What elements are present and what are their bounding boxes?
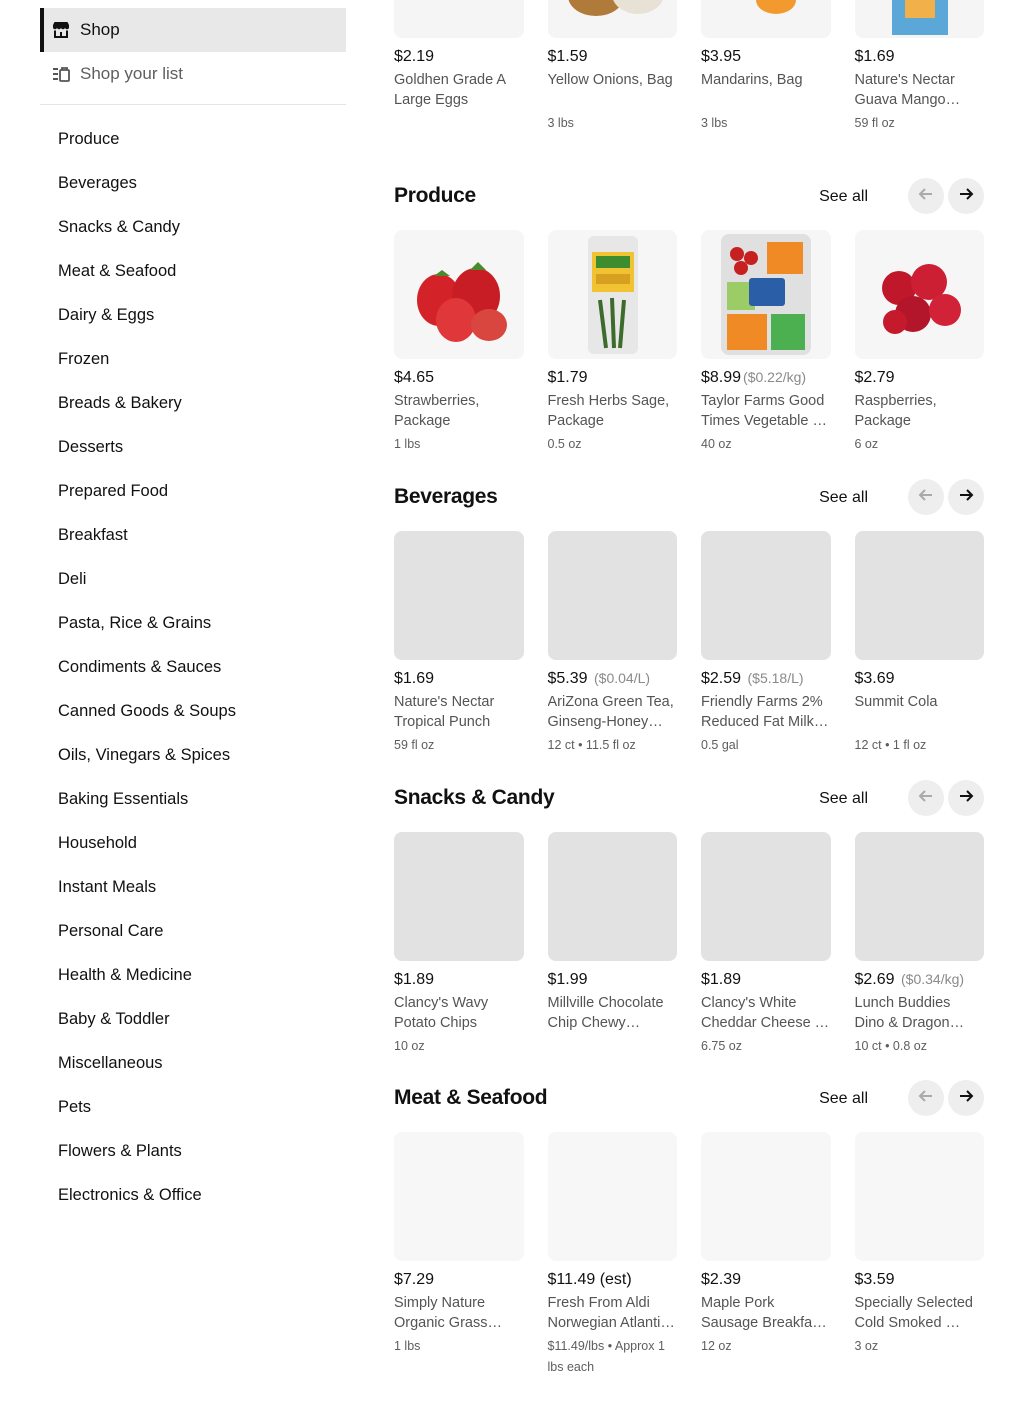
sidebar [40,8,346,1217]
product-image [394,531,524,660]
category-item[interactable]: Desserts [58,437,124,456]
product-price: $8.99 [701,369,742,386]
product-price: $1.69 [854,48,895,65]
product-card[interactable] [394,1132,524,1378]
product-image [701,832,831,961]
see-all-link[interactable]: See all [819,188,868,205]
category-item[interactable]: Meat & Seafood [58,261,177,280]
product-name: Clancy's Wavy Potato Chips [394,995,489,1031]
carousel-next-button[interactable] [948,1080,984,1116]
product-price: $2.59 [701,670,742,687]
product-card[interactable] [855,1132,985,1378]
arrow-left-icon [918,788,934,809]
product-size: 3 oz [854,1339,879,1353]
product-card[interactable] [701,230,831,455]
product-price: $1.79 [547,369,588,386]
carousel-next-button[interactable] [948,178,984,214]
product-price: $1.89 [394,971,435,988]
store-icon [52,21,70,39]
nav-shop[interactable] [40,8,346,52]
see-all-link[interactable]: See all [819,489,868,506]
nav-shop-label: Shop [80,20,120,39]
category-item[interactable]: Frozen [58,349,110,368]
product-image [855,832,985,961]
product-image [701,0,831,38]
product-size: 1 lbs [394,1339,421,1353]
category-item[interactable]: Produce [58,129,120,148]
product-size: 40 oz [701,437,732,451]
category-item[interactable]: Condiments & Sauces [58,657,222,676]
category-item[interactable]: Personal Care [58,921,164,940]
product-card[interactable] [855,0,985,134]
product-name: Simply Nature Organic Grass [394,1295,488,1331]
product-price: $4.65 [394,369,435,386]
product-price: $3.59 [854,1271,895,1288]
arrow-left-icon [918,186,934,207]
category-item[interactable]: Canned Goods & Soups [58,701,236,720]
carousel-prev-button[interactable] [908,780,944,816]
product-name: Friendly Farms 2% Reduced Fat Milk [701,694,823,730]
product-price: $2.19 [394,48,435,65]
product-name: AriZona Green Tea, Ginseng-Honey [547,694,674,730]
category-item[interactable]: Miscellaneous [58,1053,163,1072]
section-title: Produce [394,184,476,207]
arrow-right-icon [958,186,974,207]
product-card[interactable] [394,832,524,1057]
product-name: Clancy's White Cheddar Cheese … [701,995,830,1031]
arrow-right-icon [958,1088,974,1109]
product-card[interactable] [855,531,985,756]
product-name: Strawberries, Package [394,393,480,429]
category-item[interactable]: Oils, Vinegars & Spices [58,745,231,764]
nav-shop-your-list-label: Shop your list [80,64,183,83]
product-image [855,230,985,359]
arrow-right-icon [958,487,974,508]
category-item[interactable]: Prepared Food [58,481,169,500]
product-size: 59 fl oz [394,738,435,752]
category-item[interactable]: Pasta, Rice & Grains [58,613,212,632]
product-size: 6.75 oz [701,1039,743,1053]
section-title: Snacks & Candy [394,786,555,809]
product-price: $3.95 [701,48,742,65]
product-name: Fresh Herbs Sage, Package [547,393,670,429]
product-image [855,1132,985,1261]
carousel-prev-button[interactable] [908,1080,944,1116]
product-name: Goldhen Grade A Large Eggs [394,72,506,108]
product-price: $2.79 [854,369,895,386]
carousel-next-button[interactable] [948,479,984,515]
product-card[interactable] [701,531,831,756]
product-size: 10 ct • 0.8 oz [854,1039,927,1053]
product-unit-price: ($5.18/L) [747,670,804,686]
product-card[interactable] [548,0,678,134]
product-unit-price: ($0.04/L) [594,670,651,686]
product-card[interactable] [701,1132,831,1378]
product-size: 6 oz [854,437,879,451]
arrow-left-icon [918,487,934,508]
product-price: $5.39 [547,670,588,687]
category-item[interactable]: Health & Medicine [58,965,192,984]
product-image [548,832,678,961]
product-name: Taylor Farms Good Times Vegetable … [701,393,827,429]
product-price: $1.69 [394,670,435,687]
product-size: 59 fl oz [854,116,895,130]
product-name: Fresh From Aldi Norwegian Atlanti… [547,1295,675,1331]
product-size: 0.5 gal [701,738,739,752]
product-price: $1.99 [547,971,588,988]
section-title: Beverages [394,485,498,508]
product-size: 3 lbs [701,116,728,130]
product-size: 1 lbs [394,437,421,451]
product-image [701,531,831,660]
see-all-link[interactable]: See all [819,790,868,807]
category-item[interactable]: Beverages [58,173,137,192]
product-size: 10 oz [394,1039,425,1053]
product-image [548,531,678,660]
product-name: Yellow Onions, Bag [547,72,673,88]
product-image [701,230,831,359]
product-price: $7.29 [394,1271,435,1288]
product-name: Millville Chocolate Chip Chewy [547,995,664,1031]
product-card[interactable] [394,0,524,134]
section-beverages [394,477,984,756]
product-price: $3.69 [854,670,895,687]
product-image [394,1132,524,1261]
see-all-link[interactable]: See all [819,1090,868,1107]
product-card[interactable] [394,531,524,756]
category-item[interactable]: Flowers & Plants [58,1141,182,1160]
product-image [701,1132,831,1261]
category-item[interactable]: Pets [58,1097,92,1116]
section-snacks-candy [394,778,984,1057]
product-image [855,531,985,660]
product-price: $11.49 (est) [547,1271,632,1288]
section-title: Meat & Seafood [394,1086,548,1109]
category-item[interactable]: Snacks & Candy [58,217,180,236]
arrow-left-icon [918,1088,934,1109]
product-size: 3 lbs [547,116,574,130]
product-size: 12 ct • 1 fl oz [854,738,927,752]
nav-shop-your-list[interactable] [40,52,346,96]
category-item[interactable]: Household [58,833,137,852]
category-item[interactable]: Baking Essentials [58,789,189,808]
product-image [548,230,678,359]
category-item[interactable]: Breads & Bakery [58,393,182,412]
product-card[interactable] [548,1132,678,1378]
product-size: 12 oz [701,1339,732,1353]
product-name: Maple Pork Sausage Breakfast [701,1295,824,1331]
product-unit-price: ($0.22/kg) [743,369,807,385]
product-card[interactable] [548,230,678,455]
product-card[interactable] [548,832,678,1057]
category-item[interactable]: Breakfast [58,525,128,544]
category-list [40,105,346,1217]
product-name: Lunch Buddies Dino & Dragon [854,995,951,1031]
product-size: $11.49/lbs • Approx 1 lbs each [547,1339,665,1374]
product-image [548,1132,678,1261]
category-item[interactable]: Dairy & Eggs [58,305,155,324]
product-card[interactable] [548,531,678,756]
product-name: Specially Selected Cold Smoked … [854,1295,973,1331]
top-product-row [394,0,984,134]
product-price: $1.59 [547,48,588,65]
section-meat-seafood [394,1078,984,1378]
product-image [548,0,678,38]
category-item[interactable]: Baby & Toddler [58,1009,170,1028]
product-image [394,832,524,961]
product-price: $2.39 [701,1271,742,1288]
product-image [394,230,524,359]
category-item[interactable]: Electronics & Office [58,1185,202,1204]
category-item[interactable]: Deli [58,569,87,588]
product-card[interactable] [855,230,985,455]
product-name: Raspberries, Package [854,393,937,429]
product-unit-price: ($0.34/kg) [901,971,965,987]
arrow-right-icon [958,788,974,809]
product-name: Mandarins, Bag [701,72,803,88]
product-name: Nature's Nectar Guava Mango [854,72,955,108]
category-item[interactable]: Instant Meals [58,877,157,896]
carousel-prev-button[interactable] [908,479,944,515]
product-name: Summit Cola [854,694,938,710]
list-icon [52,65,70,83]
product-image [855,0,985,38]
product-size: 12 ct • 11.5 fl oz [547,738,636,752]
carousel-prev-button[interactable] [908,178,944,214]
product-card[interactable] [701,832,831,1057]
product-size: 0.5 oz [547,437,582,451]
carousel-next-button[interactable] [948,780,984,816]
product-card[interactable] [394,230,524,455]
product-price: $1.89 [701,971,742,988]
product-card[interactable] [701,0,831,134]
product-name: Nature's Nectar Tropical Punch [394,694,495,730]
product-card[interactable] [855,832,985,1057]
product-price: $2.69 [854,971,895,988]
product-image [394,0,524,38]
section-produce [394,176,984,455]
